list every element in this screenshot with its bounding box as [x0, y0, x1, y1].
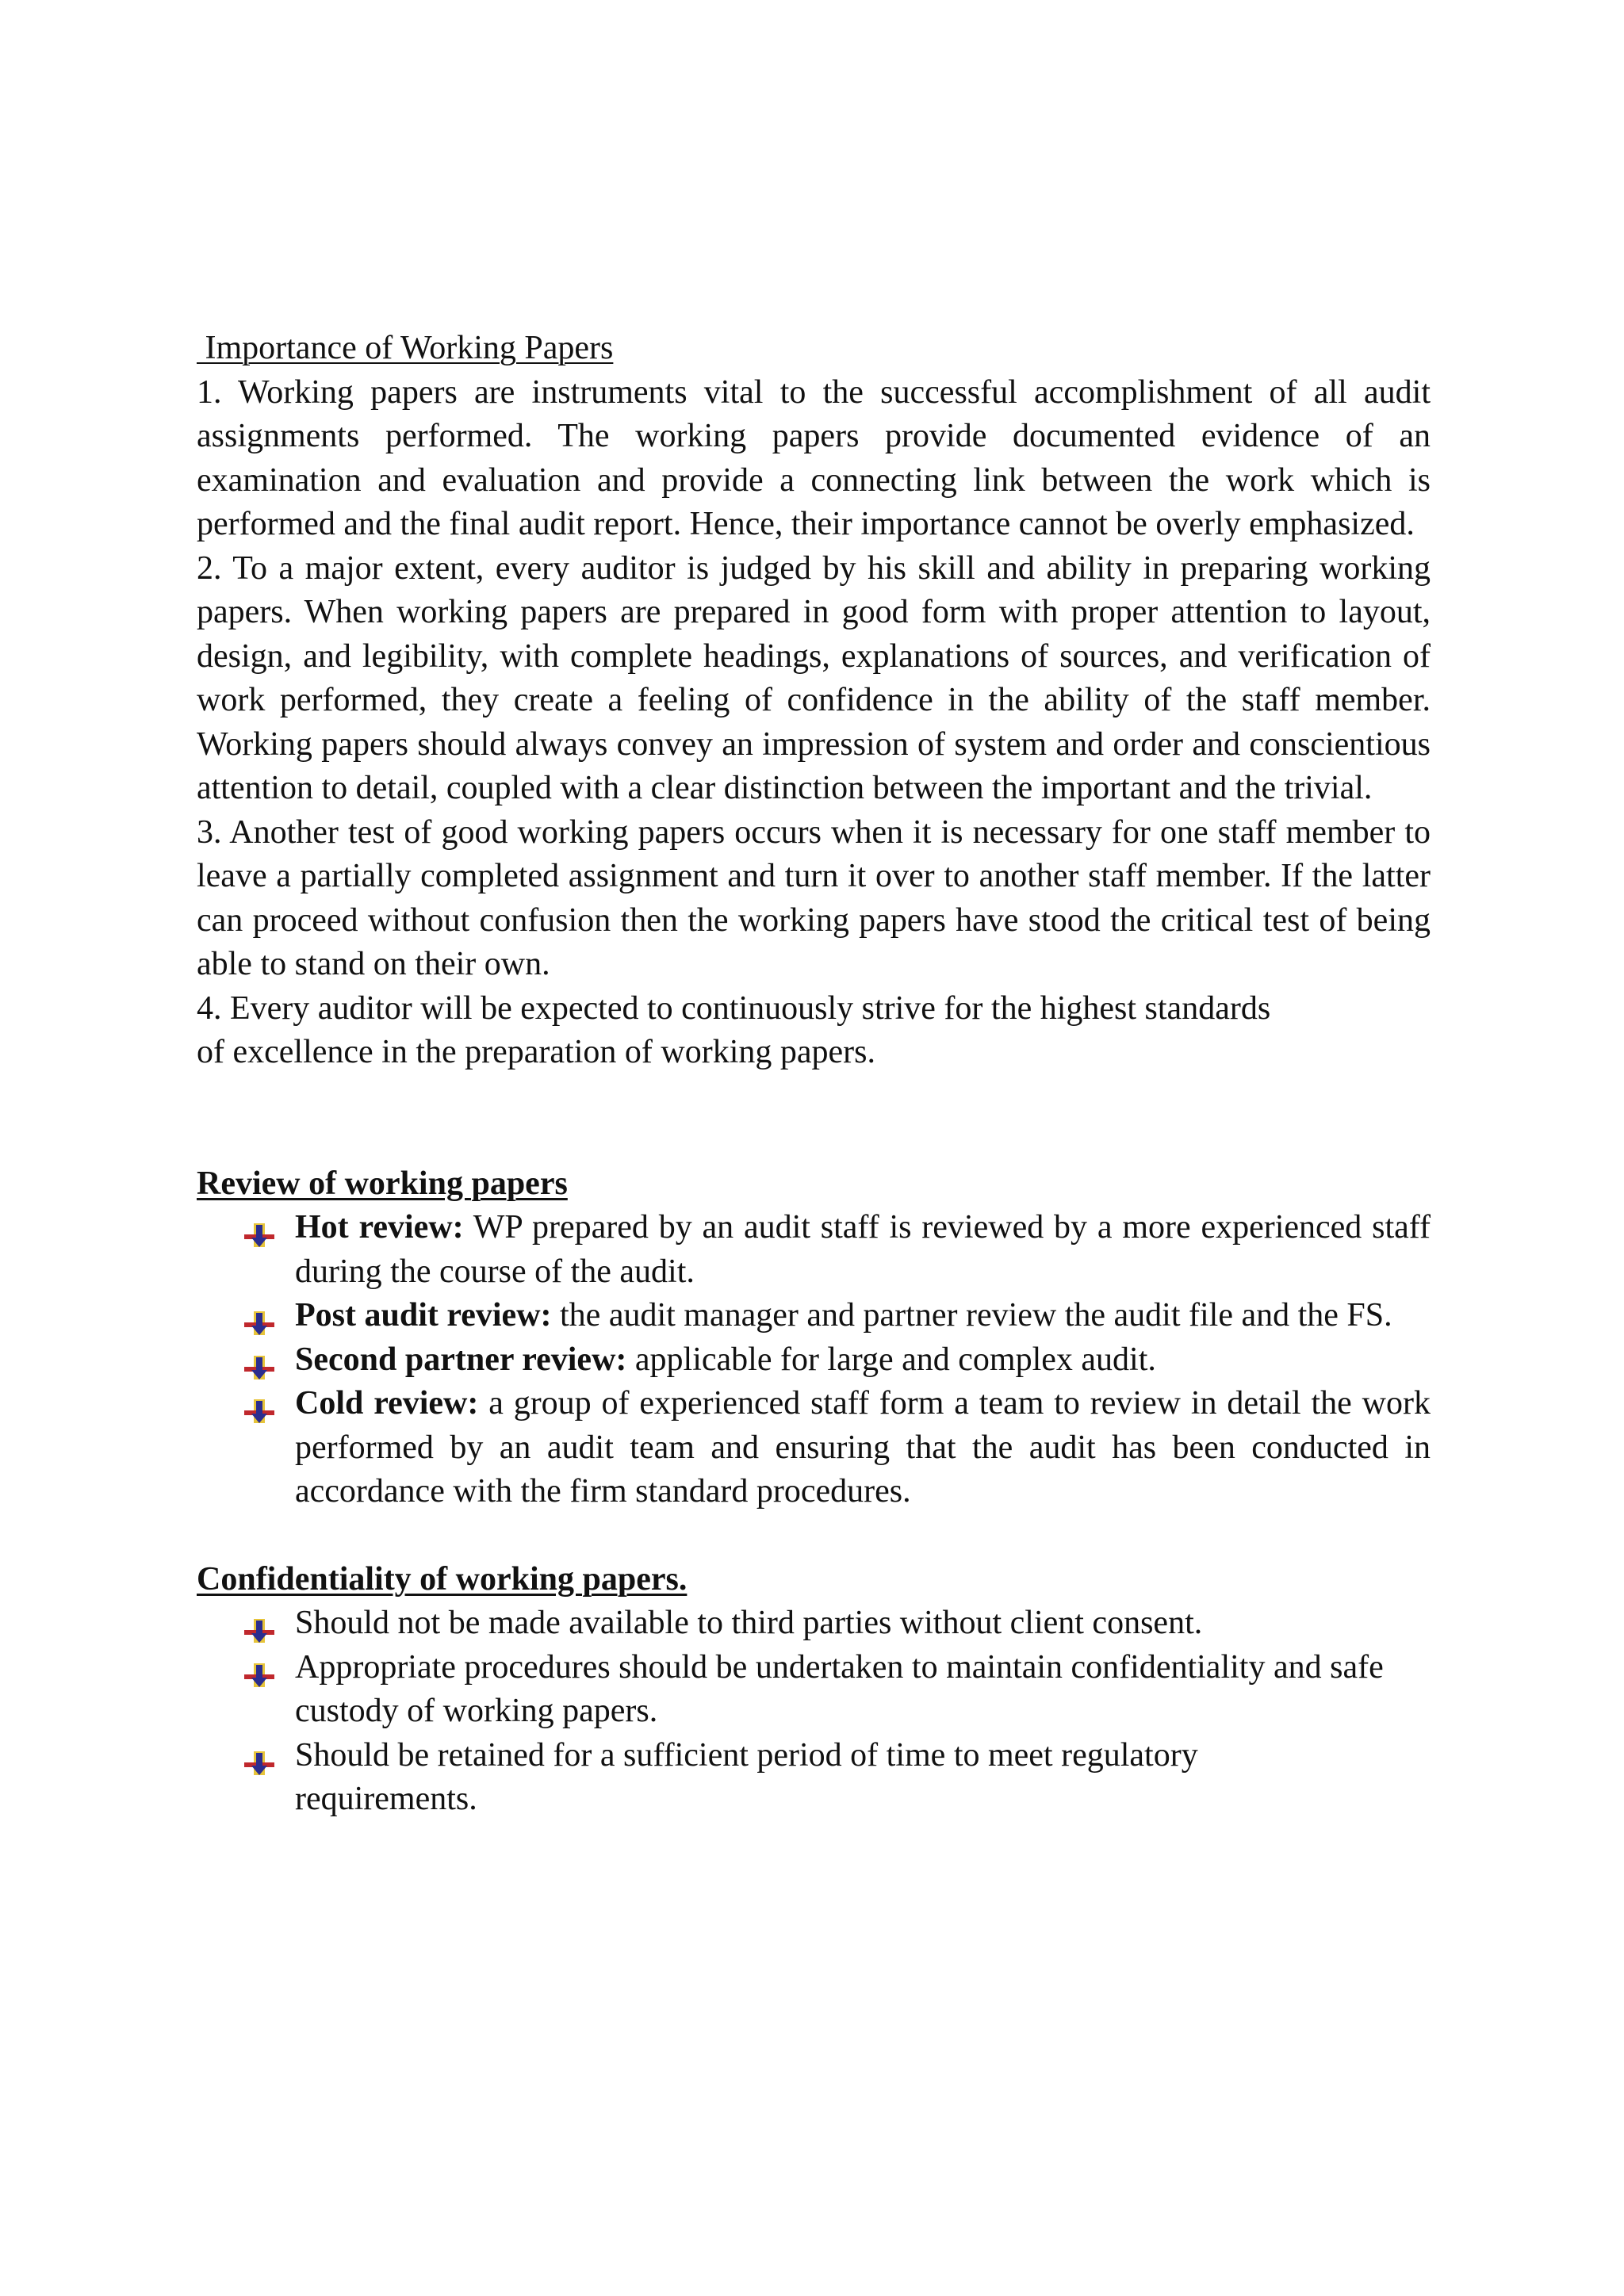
section-gap [197, 1514, 1431, 1558]
confidentiality-item-text: Should not be made available to third parties without client consent. [295, 1605, 1203, 1641]
importance-title: Importance of Working Papers [197, 330, 614, 366]
list-item [295, 1734, 1326, 1822]
confidentiality-item-text: Should be retained for a sufficient period of time to meet regulatory requirements. [295, 1736, 1198, 1817]
review-item-text: applicable for large and complex audit. [626, 1341, 1156, 1378]
review-title: Review of working papers [197, 1165, 568, 1202]
confidentiality-item-text: Appropriate procedures should be undertaken to maintain confidentiality and safe custody of working papers. [295, 1648, 1384, 1729]
confidentiality-title: Confidentiality of working papers. [197, 1560, 688, 1598]
importance-paragraph-4: 4. Every auditor will be expected to continuously strive for the highest standards of excellence in the preparation of working papers. [197, 989, 1271, 1070]
importance-paragraph-2: 2. To a major extent, every auditor is judged by his skill and ability in preparing working papers. When working papers are prepared in good form with proper attention to layout, design, and legibility, with complete headings, explanations of sources, and verification of work performed, they create a feeling of confidence in the ability of the staff member. Working papers should always convey an impression of system and order and conscientious attention to detail, coupled with a clear distinction between the important and the trivial. [197, 549, 1431, 806]
arrow-bullet-icon [244, 1611, 274, 1635]
arrow-bullet-icon [244, 1348, 274, 1372]
review-list [197, 1206, 1431, 1514]
list-item [295, 1294, 1431, 1338]
review-item-text: the audit manager and partner review the audit file and the FS. [551, 1297, 1392, 1334]
arrow-bullet-icon [244, 1303, 274, 1327]
list-item [295, 1646, 1431, 1734]
arrow-bullet-icon [244, 1655, 274, 1679]
importance-paragraph-1: 1. Working papers are instruments vital to the successful accomplishment of all audit assignments performed. The working papers provide documented evidence of an examination and evaluation and provide a connecting link between the work which is performed and the final audit report. Hence, their importance cannot be overly emphasized. [197, 373, 1431, 542]
arrow-bullet-icon [244, 1743, 274, 1767]
review-item-lead: Post audit review: [295, 1297, 552, 1334]
arrow-bullet-icon [244, 1391, 274, 1415]
list-item [295, 1206, 1431, 1294]
list-item [295, 1382, 1431, 1514]
review-item-text: WP prepared by an audit staff is reviewed by a more experienced staff during the course of the audit. [295, 1209, 1431, 1290]
list-item [295, 1338, 1431, 1383]
review-item-lead: Cold review: [295, 1385, 479, 1422]
review-item-lead: Hot review: [295, 1209, 464, 1246]
confidentiality-list [197, 1601, 1431, 1822]
list-item [295, 1601, 1431, 1646]
document-page [197, 327, 1431, 1822]
importance-paragraph-3: 3. Another test of good working papers occurs when it is necessary for one staff member to leave a partially completed assignment and turn it over to another staff member. If the latter can proceed without confusion then the working papers have stood the critical test of being able to stand on their own. [197, 813, 1431, 982]
review-item-text: a group of experienced staff form a team to review in detail the work performed by an audit team and ensuring that the audit has been conducted in accordance with the firm standard procedures. [295, 1385, 1431, 1510]
review-item-lead: Second partner review: [295, 1341, 627, 1378]
arrow-bullet-icon [244, 1215, 274, 1239]
section-gap [197, 1075, 1431, 1162]
